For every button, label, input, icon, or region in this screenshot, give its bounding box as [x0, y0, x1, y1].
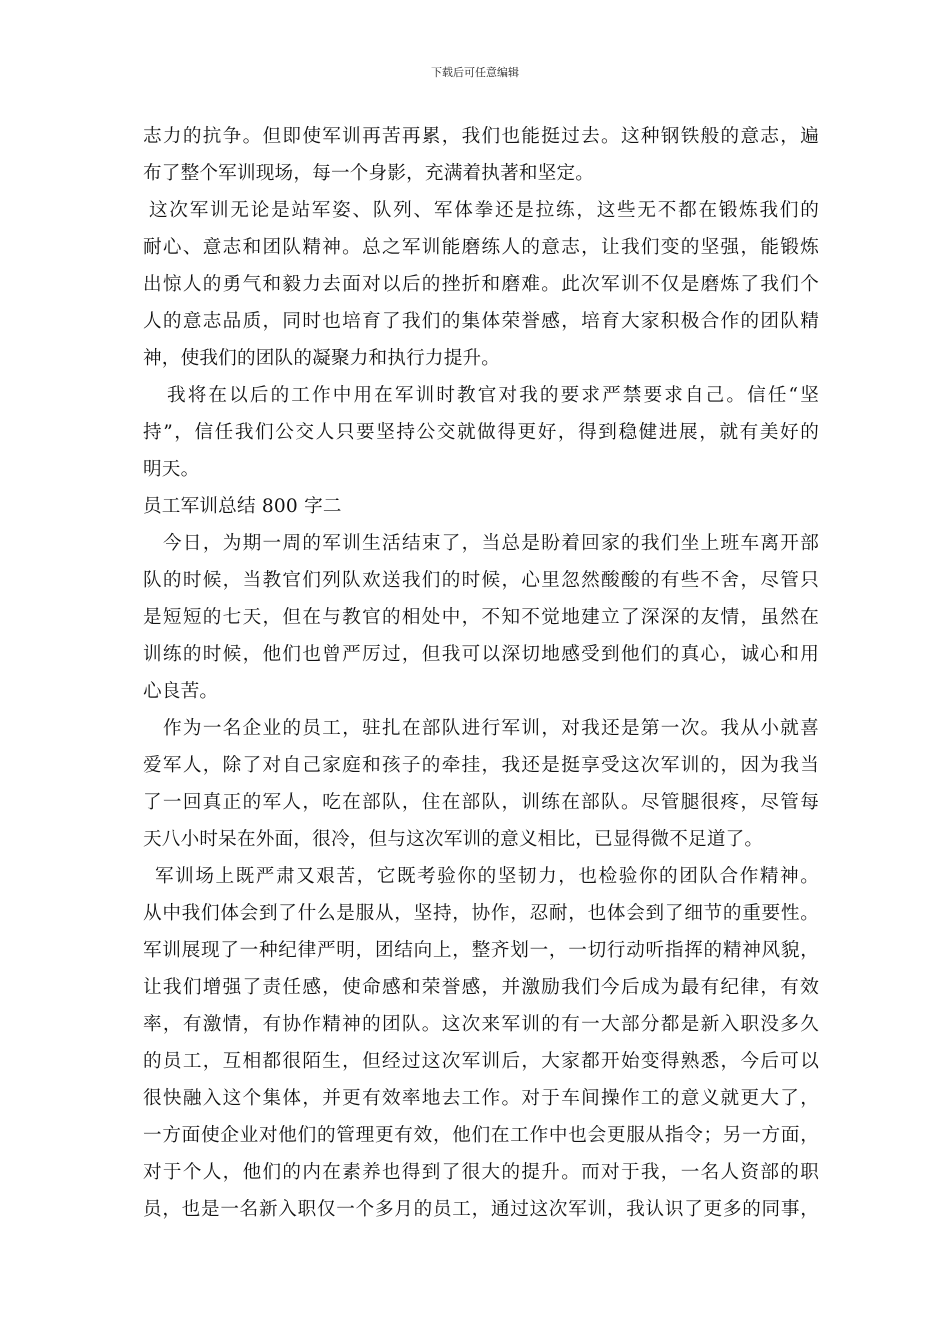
text-line: 人的意志品质，同时也培育了我们的集体荣誉感，培育大家积极合作的团队精: [143, 311, 819, 332]
text-line: 一方面使企业对他们的管理更有效，他们在工作中也会更服从指令；另一方面，: [143, 1125, 819, 1146]
text-line: 军训展现了一种纪律严明，团结向上，整齐划一，一切行动听指挥的精神风貌，: [143, 940, 819, 961]
page-header: 下载后可任意编辑: [431, 66, 519, 79]
text-line: 了一回真正的军人，吃在部队，住在部队，训练在部队。尽管腿很疼，尽管每: [143, 792, 819, 813]
text-line: 出惊人的勇气和毅力去面对以后的挫折和磨难。此次军训不仅是磨炼了我们个: [143, 274, 819, 295]
text-line: 对于个人，他们的内在素养也得到了很大的提升。而对于我，一名人资部的职: [143, 1162, 819, 1183]
text-line: 志力的抗争。但即使军训再苦再累，我们也能挺过去。这种钢铁般的意志，遍: [143, 126, 819, 147]
text-line: 很快融入这个集体，并更有效率地去工作。对于车间操作工的意义就更大了，: [143, 1088, 819, 1109]
text-line: 是短短的七天，但在与教官的相处中，不知不觉地建立了深深的友情，虽然在: [143, 607, 819, 628]
text-line: 这次军训无论是站军姿、队列、军体拳还是拉练，这些无不都在锻炼我们的: [149, 200, 819, 221]
text-line: 从中我们体会到了什么是服从，坚持，协作，忍耐，也体会到了细节的重要性。: [143, 903, 819, 924]
text-line: 让我们增强了责任感，使命感和荣誉感，并激励我们今后成为最有纪律，有效: [143, 977, 819, 998]
text-line: 作为一名企业的员工，驻扎在部队进行军训，对我还是第一次。我从小就喜: [163, 718, 819, 739]
text-line: 心良苦。: [143, 681, 219, 702]
text-line: 军训场上既严肃又艰苦，它既考验你的坚韧力，也检验你的团队合作精神。: [155, 866, 819, 887]
text-line: 训练的时候，他们也曾严厉过，但我可以深切地感受到他们的真心，诚心和用: [143, 644, 819, 665]
document-body: [143, 118, 819, 1228]
text-line: 耐心、意志和团队精神。总之军训能磨练人的意志，让我们变的坚强，能锻炼: [143, 237, 819, 258]
text-line: 爱军人，除了对自己家庭和孩子的牵挂，我还是挺享受这次军训的，因为我当: [143, 755, 819, 776]
text-line: 神，使我们的团队的凝聚力和执行力提升。: [143, 348, 501, 369]
text-line: 天八小时呆在外面，很冷，但与这次军训的意义相比，已显得微不足道了。: [143, 829, 764, 850]
text-line: 的员工，互相都很陌生，但经过这次军训后，大家都开始变得熟悉，今后可以: [143, 1051, 819, 1072]
text-line: 员，也是一名新入职仅一个多月的员工，通过这次军训，我认识了更多的同事，: [143, 1199, 819, 1220]
text-line: 队的时候，当教官们列队欢送我们的时候，心里忽然酸酸的有些不舍，尽管只: [143, 570, 819, 591]
text-line: 我将在以后的工作中用在军训时教官对我的要求严禁要求自己。信任“坚: [167, 385, 819, 406]
text-line: 率，有激情，有协作精神的团队。这次来军训的有一大部分都是新入职没多久: [143, 1014, 819, 1035]
section-heading: 员工军训总结 800 字二: [143, 496, 342, 517]
text-line: 明天。: [143, 459, 200, 480]
text-line: 今日，为期一周的军训生活结束了，当总是盼着回家的我们坐上班车离开部: [163, 533, 819, 554]
text-line: 持”，信任我们公交人只要坚持公交就做得更好，得到稳健进展，就有美好的: [143, 422, 819, 443]
text-line: 布了整个军训现场，每一个身影，充满着执著和坚定。: [143, 163, 595, 184]
